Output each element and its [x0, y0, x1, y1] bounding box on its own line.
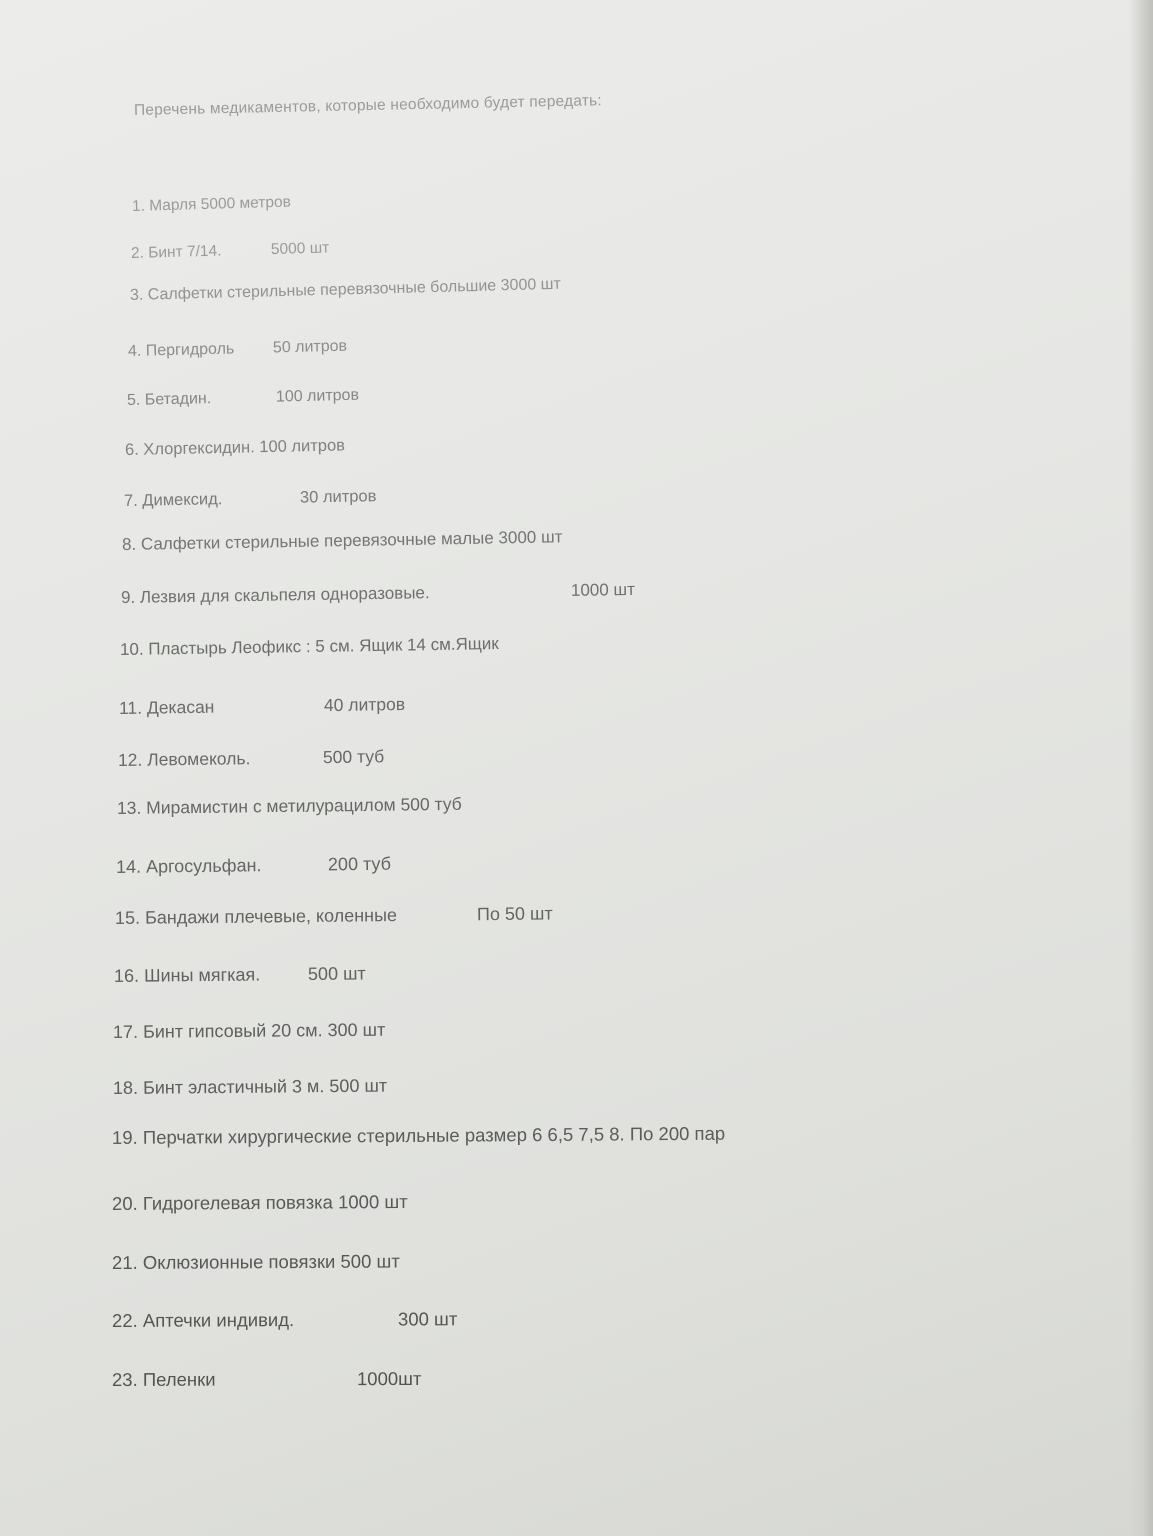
list-item	[113, 1020, 386, 1043]
list-item	[111, 1308, 458, 1332]
list-item-name: 19. Перчатки хирургические стерильные размер 6 6,5 7,5 8. По 200 пар	[111, 1122, 726, 1148]
list-item-name: 21. Оклюзионные повязки 500 шт	[111, 1250, 400, 1273]
list-item-name: 23. Пеленки	[111, 1368, 216, 1390]
list-item	[113, 1076, 387, 1099]
list-item-quantity: 40 литров	[323, 694, 406, 716]
list-item-quantity: 5000 шт	[270, 239, 330, 259]
list-item-name: 16. Шины мягкая.	[113, 964, 261, 986]
list-item	[120, 634, 499, 660]
list-item	[118, 694, 406, 719]
list-item-name: 17. Бинт гипсовый 20 см. 300 шт	[112, 1019, 386, 1042]
list-item	[112, 1123, 725, 1149]
list-item	[132, 194, 291, 216]
list-item	[111, 1367, 422, 1391]
list-item-quantity: 200 туб	[327, 853, 392, 875]
list-item-name: 12. Левомеколь.	[117, 748, 251, 770]
list-item	[115, 853, 392, 878]
list-item	[123, 487, 377, 511]
document-heading: Перечень медикаментов, которые необходимо будет передать:	[133, 92, 603, 119]
list-item-name: 4. Пергидроль	[127, 340, 235, 360]
list-item	[113, 963, 366, 987]
paper-edge-shadow	[1129, 0, 1153, 1536]
list-item	[127, 337, 348, 361]
list-item	[126, 386, 360, 410]
list-item	[122, 527, 563, 555]
list-item-name: 15. Бандажи плечевые, коленные	[114, 905, 398, 928]
list-item-quantity: 500 туб	[322, 746, 385, 768]
list-item-name: 22. Аптечки индивид.	[111, 1309, 295, 1331]
list-item-quantity: По 50 шт	[476, 903, 553, 925]
list-item-quantity: 30 литров	[299, 487, 377, 507]
list-item	[130, 239, 330, 263]
list-item-quantity: 50 литров	[272, 337, 348, 357]
list-item-name: 10. Пластырь Леофикс : 5 см. Ящик 14 см.Ящик	[119, 634, 499, 659]
list-item	[117, 794, 462, 819]
list-item-name: 5. Бетадин.	[126, 390, 212, 409]
list-item-name: 6. Хлоргексидин. 100 литров	[124, 436, 346, 459]
list-item-name: 11. Декасан	[118, 696, 215, 718]
list-item	[112, 1191, 408, 1215]
list-item-quantity: 100 литров	[275, 386, 360, 406]
list-item-name: 1. Марля 5000 метров	[131, 193, 292, 215]
list-item-name: 20. Гидрогелевая повязка 1000 шт	[111, 1190, 408, 1214]
list-item	[112, 1250, 400, 1274]
list-item-quantity: 500 шт	[307, 963, 366, 984]
list-item-name: 3. Салфетки стерильные перевязочные большие 3000 шт	[129, 275, 562, 304]
list-item-name: 7. Димексид.	[123, 490, 223, 510]
list-item	[114, 903, 553, 929]
list-item	[130, 276, 561, 305]
list-item	[117, 746, 385, 771]
list-item-name: 13. Мирамистин с метилурацилом 500 туб	[116, 793, 462, 818]
list-item-quantity: 300 шт	[397, 1308, 458, 1330]
list-item-name: 2. Бинт 7/14.	[130, 242, 222, 262]
list-item-quantity: 1000шт	[356, 1367, 422, 1390]
list-item	[120, 579, 636, 608]
list-item-name: 18. Бинт эластичный 3 м. 500 шт	[112, 1075, 388, 1098]
list-item-name: 14. Аргосульфан.	[115, 855, 262, 877]
list-item-name: 9. Лезвия для скальпеля одноразовые.	[120, 583, 430, 607]
list-item	[125, 436, 345, 460]
list-item-quantity: 1000 шт	[570, 579, 636, 600]
list-item-name: 8. Салфетки стерильные перевязочные малые 3000 шт	[121, 527, 563, 554]
